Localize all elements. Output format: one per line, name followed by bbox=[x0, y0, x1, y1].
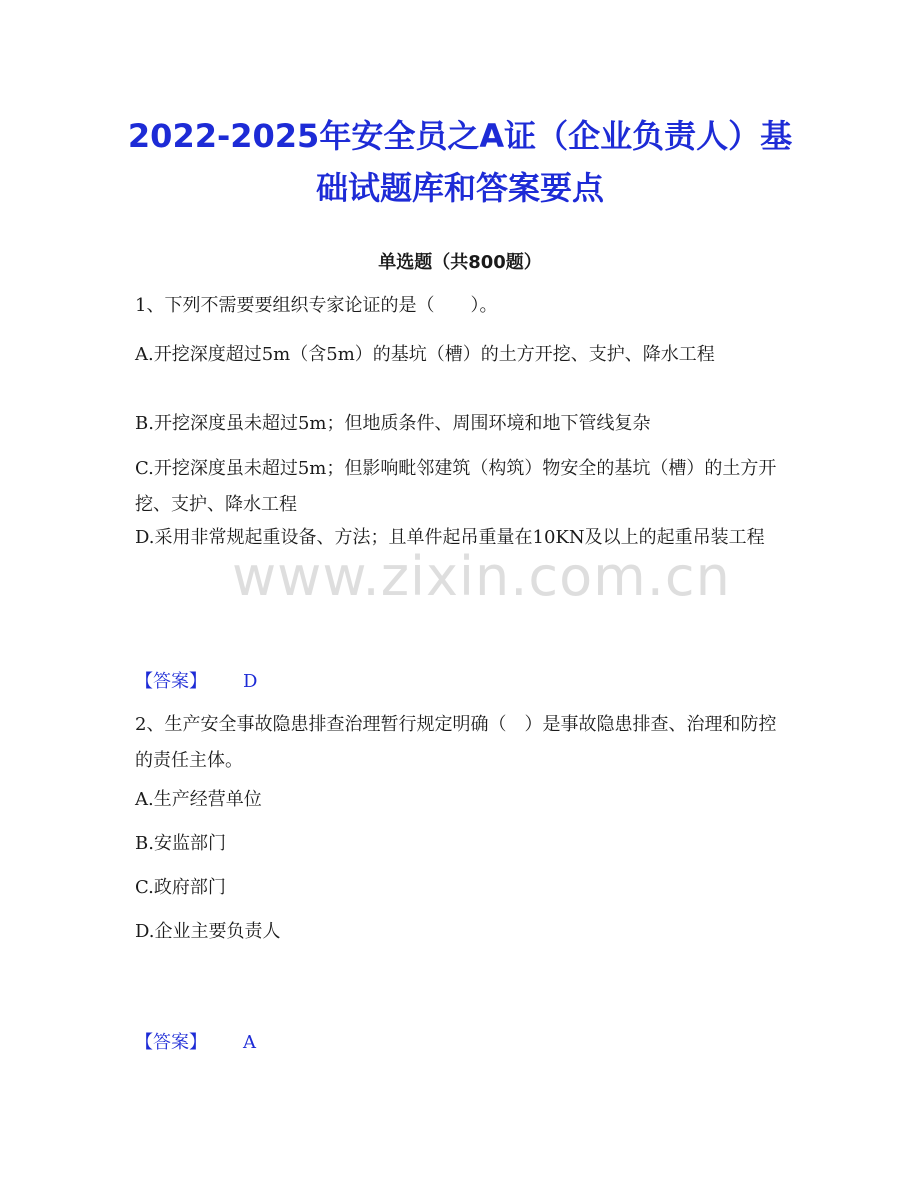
question-2-option-c: C.政府部门 bbox=[135, 877, 226, 898]
question-2-option-d: D.企业主要负责人 bbox=[135, 921, 281, 942]
question-2-answer bbox=[135, 1028, 256, 1058]
question-1-answer bbox=[135, 667, 257, 697]
question-2-option-a: A.生产经营单位 bbox=[135, 789, 262, 810]
answer-value: D bbox=[243, 671, 258, 692]
question-2-stem: 2、生产安全事故隐患排查治理暂行规定明确（ ）是事故隐患排查、治理和防控的责任主体。 bbox=[135, 714, 777, 771]
question-1-option-d: D.采用非常规起重设备、方法；且单件起吊重量在10KN及以上的起重吊装工程 bbox=[135, 527, 765, 548]
answer-label: 【答案】 bbox=[135, 671, 207, 692]
question-1-option-b: B.开挖深度虽未超过5m；但地质条件、周围环境和地下管线复杂 bbox=[135, 413, 651, 434]
question-2-option-b: B.安监部门 bbox=[135, 833, 226, 854]
question-1-option-a: A.开挖深度超过5m（含5m）的基坑（槽）的土方开挖、支护、降水工程 bbox=[135, 344, 715, 365]
question-1-stem: 1、下列不需要要组织专家论证的是（ ）。 bbox=[135, 295, 498, 316]
answer-value: A bbox=[243, 1032, 256, 1053]
question-1-option-c: C.开挖深度虽未超过5m；但影响毗邻建筑（构筑）物安全的基坑（槽）的土方开挖、支护、降水工程 bbox=[135, 458, 777, 515]
watermark: www.zixin.com.cn bbox=[232, 545, 731, 608]
section-title: 单选题（共800题） bbox=[378, 252, 542, 273]
answer-label: 【答案】 bbox=[135, 1032, 207, 1053]
document-title: 2022-2025年安全员之A证（企业负责人）基础试题库和答案要点 bbox=[127, 117, 793, 207]
